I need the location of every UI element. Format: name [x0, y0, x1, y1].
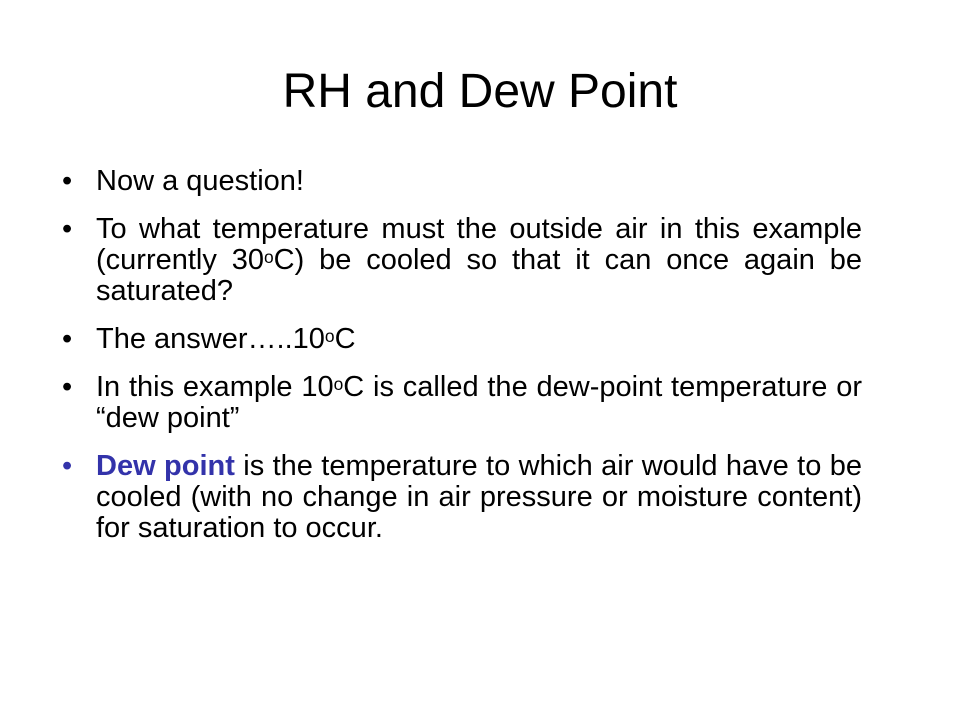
bullet-icon: •: [62, 371, 73, 403]
bullet-text: C is called the dew-point temperature or “dew point”: [96, 371, 863, 434]
list-item: [62, 324, 862, 355]
bullet-text: To what temperature must the outside air in this example (currently 30: [96, 213, 862, 276]
bullet-list: [62, 166, 862, 561]
bullet-text: In this example 10: [96, 371, 334, 403]
bullet-text: Now a question!: [96, 165, 304, 197]
list-item: [62, 214, 862, 307]
list-item: [62, 451, 862, 544]
bullet-icon: •: [62, 213, 73, 245]
definition-term: Dew point: [96, 450, 235, 482]
list-item: [62, 372, 862, 434]
bullet-text: The answer…..10: [96, 323, 325, 355]
bullet-icon: •: [62, 165, 73, 197]
bullet-text: is the temperature to which air would have to be cooled (with no change in air pressure or moisture content) for saturation to occur.: [96, 450, 862, 544]
bullet-text: C: [334, 323, 356, 355]
slide-title: RH and Dew Point: [282, 65, 678, 118]
list-item: [62, 166, 862, 197]
bullet-icon: •: [62, 450, 73, 482]
bullet-icon: •: [62, 323, 73, 355]
degree-superscript: o: [324, 326, 335, 346]
degree-superscript: o: [263, 247, 274, 267]
degree-superscript: o: [333, 374, 344, 394]
bullet-text: C) be cooled so that it can once again be saturated?: [96, 244, 862, 307]
